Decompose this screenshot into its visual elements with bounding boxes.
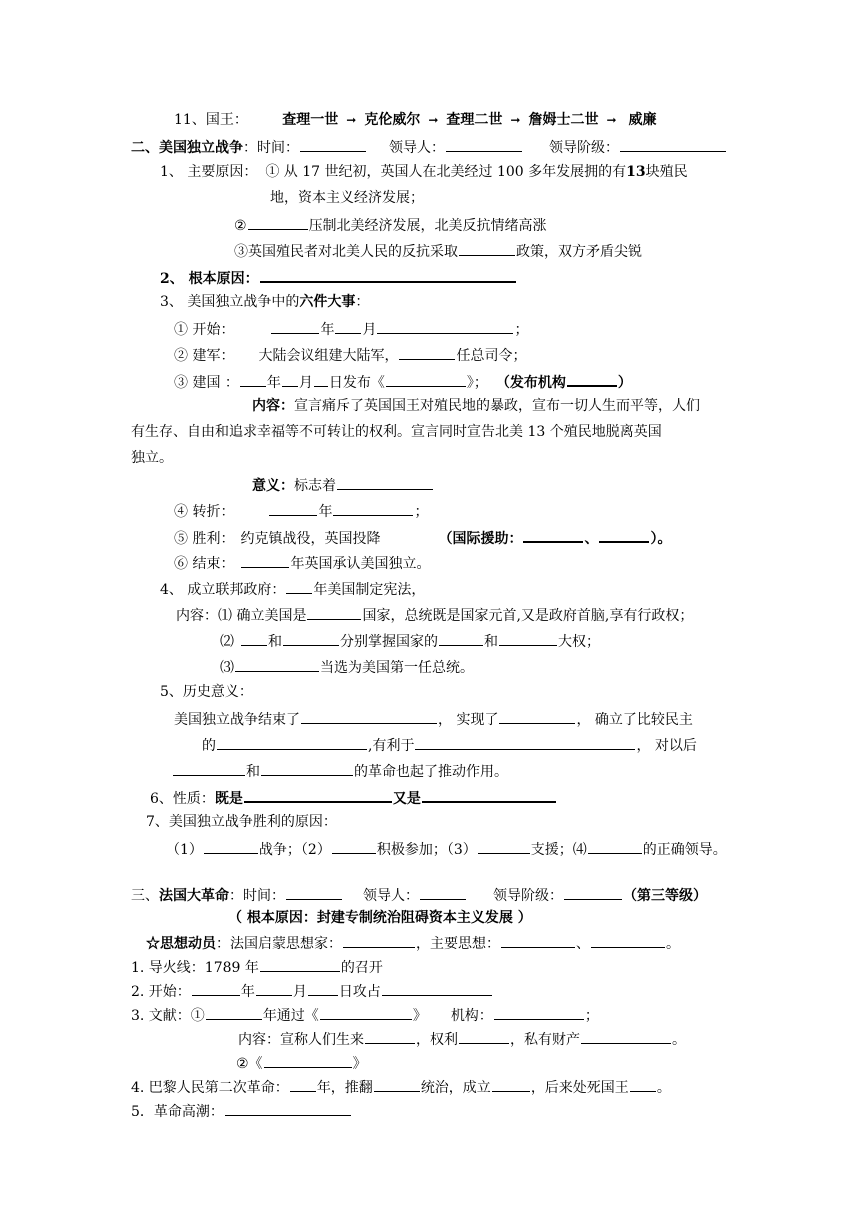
victory-label: 7、美国独立战争胜利的原因：: [146, 814, 337, 830]
blank[interactable]: [377, 318, 513, 334]
kings-line: [174, 110, 657, 130]
king-charles-1: 查理一世: [282, 112, 339, 128]
event-victory: ⑤ 胜利： 约克镇战役，英国投降 （国际援助： 、 ）。: [174, 526, 671, 549]
main-causes-line: 1、 主要原因： ① 从 17 世纪初，英国人在北美经过 100 多年发展拥的有13块殖民: [160, 164, 688, 180]
blank[interactable]: [439, 630, 483, 646]
blank[interactable]: [343, 932, 415, 948]
paris-line: 4. 巴黎人民第二次革命： 年，推翻 统治，成立 ，后来处死国王 。: [131, 1076, 671, 1098]
blank[interactable]: [494, 1004, 584, 1020]
victory-reasons: （1） 战争；（2） 积极参加；（3） 支援；⑷ 的正确领导。: [166, 838, 727, 860]
blank[interactable]: [192, 980, 240, 996]
blank[interactable]: [459, 1028, 509, 1044]
blank[interactable]: [588, 838, 642, 854]
blank[interactable]: [620, 136, 726, 152]
king-james-2: 詹姆士二世: [528, 112, 599, 128]
declaration-content-3: 独立。: [131, 450, 173, 466]
blank[interactable]: [335, 318, 361, 334]
blank[interactable]: [260, 956, 340, 972]
blank[interactable]: [630, 1076, 656, 1092]
blank[interactable]: [332, 838, 376, 854]
root-cause-line: 2、 根本原因：: [160, 266, 517, 289]
blank[interactable]: [248, 214, 308, 230]
blank[interactable]: [333, 500, 413, 516]
event-founding: ③ 建国 ： 年 月 日发布《 》； （发布机构 ）: [174, 370, 632, 393]
blank[interactable]: [264, 1052, 352, 1068]
blank[interactable]: [374, 1076, 420, 1092]
six-events-line: 3、 美国独立战争中的六件大事：: [160, 294, 370, 310]
blank[interactable]: [204, 838, 258, 854]
blank[interactable]: [173, 760, 245, 776]
blank[interactable]: [307, 604, 361, 620]
event-turning: ④ 转折： 年 ；: [174, 500, 428, 522]
blank[interactable]: [422, 786, 556, 803]
nature-line: 6、性质：既是 又是: [150, 786, 557, 809]
blank[interactable]: [314, 371, 328, 387]
event-end: ⑥ 结束： 年英国承认美国独立。: [174, 552, 430, 574]
blank[interactable]: [282, 371, 298, 387]
arrow-icon: ➞: [606, 113, 617, 127]
king-william: 威廉: [628, 112, 657, 128]
blank[interactable]: [286, 884, 342, 900]
blank[interactable]: [235, 656, 319, 672]
section-number: 二、: [131, 140, 159, 156]
blank[interactable]: [567, 370, 617, 387]
blank[interactable]: [446, 136, 522, 152]
declaration-content-1: 内容：宣言痛斥了英国国王对殖民地的暴政，宣布一切人生而平等，人们: [252, 398, 700, 414]
blank[interactable]: [386, 371, 466, 387]
blank[interactable]: [241, 552, 289, 568]
event-army: ② 建军： 大陆会议组建大陆军， 任总司令；: [174, 344, 526, 366]
arrow-icon: ➞: [346, 113, 357, 127]
blank[interactable]: [459, 240, 515, 256]
blank[interactable]: [523, 526, 583, 543]
blank[interactable]: [499, 630, 557, 646]
cause2-line: ② 压制北美经济发展，北美反抗情绪高涨: [234, 214, 547, 236]
blank[interactable]: [260, 266, 516, 283]
france-heading-line: 三、法国大革命：时间： 领导人： 领导阶级： （第三等级）: [131, 884, 707, 906]
blank[interactable]: [283, 630, 339, 646]
document2-line: ②《 》: [236, 1052, 367, 1074]
blank[interactable]: [420, 884, 466, 900]
blank[interactable]: [244, 786, 392, 803]
king-charles-2: 查理二世: [446, 112, 503, 128]
climax-line: 5．革命高潮：: [131, 1100, 352, 1122]
blank[interactable]: [261, 760, 353, 776]
blank[interactable]: [501, 932, 575, 948]
declaration-content-2: 有生存、自由和追求幸福等不可转让的权利。宣言同时宣告北美 13 个殖民地脱离英国: [131, 424, 662, 440]
blank[interactable]: [240, 371, 266, 387]
cause3-line: ③英国殖民者对北美人民的反抗采取 政策，双方矛盾尖锐: [234, 240, 642, 262]
federal-content-1: 内容：⑴ 确立美国是 国家，总统既是国家元首,又是政府首脑,享有行政权；: [176, 604, 693, 626]
blank[interactable]: [591, 932, 665, 948]
blank[interactable]: [399, 344, 455, 360]
significance-1: 美国独立战争结束了 ， 实现了 ， 确立了比较民主: [174, 708, 693, 730]
blank[interactable]: [290, 1076, 316, 1092]
federal-content-3: ⑶ 当选为美国第一任总统。: [220, 656, 474, 678]
arrow-icon: ➞: [428, 113, 439, 127]
ideology-line: ☆思想动员：法国启蒙思想家： ，主要思想： 、 。: [146, 932, 680, 954]
blank[interactable]: [382, 980, 492, 996]
significance-2: 的 ,有利于 ， 对以后: [202, 734, 697, 756]
blank[interactable]: [225, 1100, 351, 1116]
blank[interactable]: [599, 526, 649, 543]
blank[interactable]: [564, 884, 622, 900]
blank[interactable]: [206, 1004, 262, 1020]
usa-heading-line: 二、美国独立战争：时间： 领导人： 领导阶级：: [131, 136, 727, 158]
event-start: ① 开始： 年 月 ；: [174, 318, 528, 340]
document-content: 内容：宣称人们生来 ，权利 ，私有财产 。: [238, 1028, 686, 1050]
blank[interactable]: [286, 578, 312, 594]
blank[interactable]: [492, 1076, 530, 1092]
blank[interactable]: [269, 500, 317, 516]
cause1-cont: 地，资本主义经济发展；: [270, 190, 424, 206]
france-root-cause: （ 根本原因：封建专制统治阻碍资本主义发展 ）: [228, 910, 532, 926]
significance-label: 5、历史意义：: [160, 684, 253, 700]
blank[interactable]: [365, 1028, 415, 1044]
federal-line: 4、 成立联邦政府： 年美国制定宪法，: [160, 578, 425, 600]
federal-content-2: ⑵ 和 分别掌握国家的 和 大权；: [220, 630, 600, 652]
blank[interactable]: [499, 708, 575, 724]
document-line: 3. 文献：① 年通过《 》 机构： ；: [131, 1004, 599, 1026]
blank[interactable]: [581, 1028, 671, 1044]
blank[interactable]: [241, 630, 267, 646]
blank[interactable]: [308, 980, 338, 996]
start-line: 2. 开始： 年 月 日攻占: [131, 980, 493, 1002]
declaration-meaning: 意义：标志着: [252, 474, 434, 496]
blank[interactable]: [256, 980, 292, 996]
arrow-icon: ➞: [510, 113, 521, 127]
blank[interactable]: [271, 318, 319, 334]
fuse-line: 1. 导火线：1789 年 的召开: [131, 956, 383, 978]
blank[interactable]: [300, 136, 366, 152]
blank[interactable]: [337, 474, 433, 490]
significance-3: 和 的革命也起了推动作用。: [172, 760, 508, 782]
blank[interactable]: [478, 838, 530, 854]
blank[interactable]: [415, 734, 635, 750]
blank[interactable]: [301, 708, 437, 724]
blank[interactable]: [217, 734, 367, 750]
blank[interactable]: [320, 1004, 412, 1020]
section-title: 美国独立战争: [159, 140, 243, 156]
kings-label: 11、国王：: [174, 112, 248, 128]
king-cromwell: 克伦威尔: [364, 112, 421, 128]
section-title: 法国大革命: [159, 888, 229, 904]
